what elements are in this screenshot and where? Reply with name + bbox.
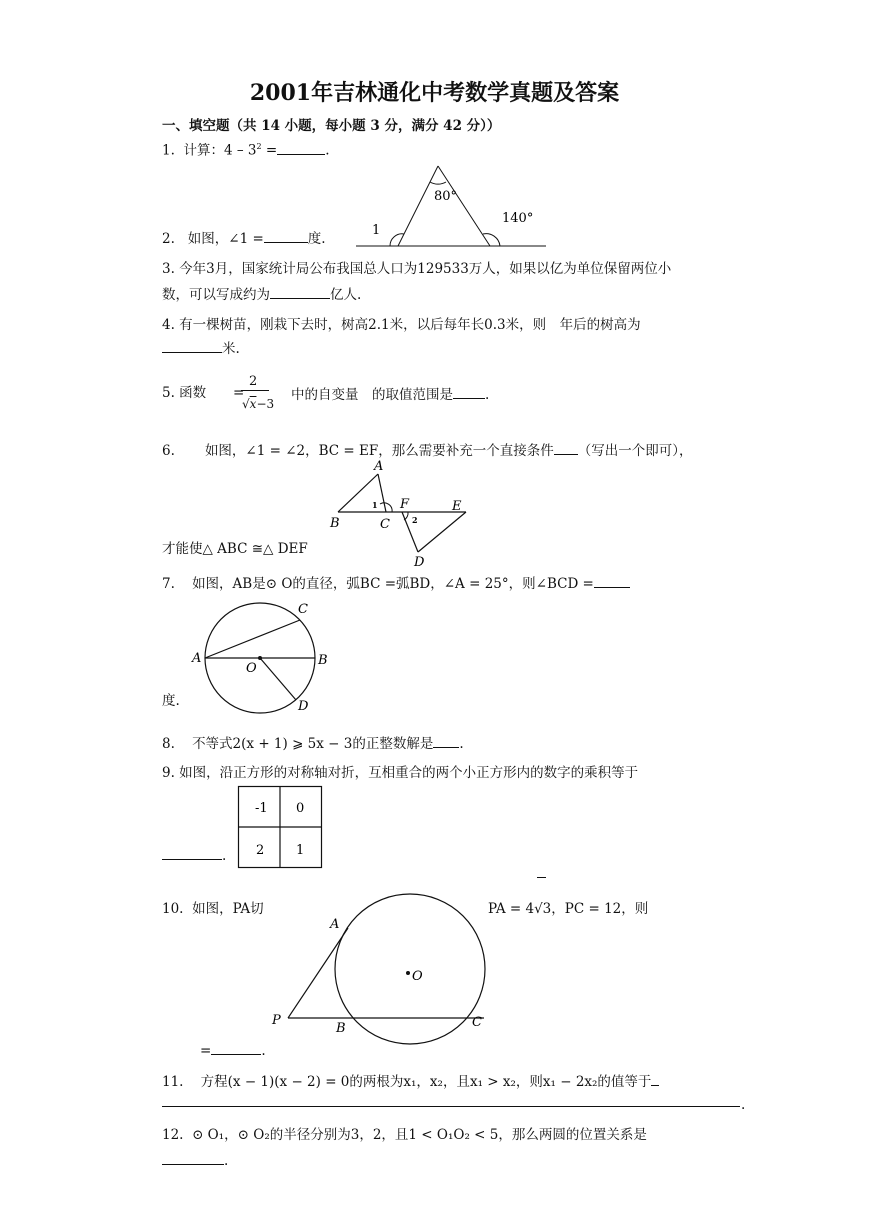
q9-cell-bottom-right: 1 (296, 843, 305, 858)
q7-text: 如图，AB是⊙ O的直径，弧BC =弧BD，∠A = 25°，则∠BCD = (192, 576, 594, 592)
q6-label-angle1: 1 (372, 500, 378, 510)
q6-line-ac (378, 474, 386, 512)
q2-label-1: 1 (372, 223, 381, 238)
q10-tangent-figure (268, 894, 498, 1040)
q5-mid-text: 中的自变量 的取值范围是 (291, 387, 453, 403)
q6-line2: 才能使△ ABC ≅△ DEF (162, 541, 308, 557)
q7-label-b: B (318, 653, 328, 668)
q4-end: 米. (222, 341, 240, 357)
q5-denominator: √x−3 (242, 397, 275, 411)
q6-line-de (418, 512, 466, 552)
q7-label-o: O (246, 661, 257, 676)
q11-number: 11. (162, 1074, 184, 1090)
question-5-text (291, 384, 489, 404)
question-12 (162, 1126, 647, 1144)
q10-center-dot (406, 971, 410, 975)
q7-label-a: A (192, 651, 202, 666)
question-1 (162, 138, 330, 160)
q3-line1: 3. 今年3月，国家统计局公布我国总人口为129533万人，如果以亿为单位保留两位小 (162, 261, 672, 277)
q10-right-text: PA = 4√3，PC = 12，则 (488, 901, 649, 917)
question-8 (162, 733, 464, 753)
q7-center-dot (258, 656, 262, 660)
q2-end: 度. (307, 231, 326, 247)
q2-top-arc (430, 182, 446, 184)
q3-answer-blank[interactable] (270, 284, 330, 299)
question-6 (162, 440, 693, 460)
q11-text: 方程(x − 1)(x − 2) = 0的两根为x₁，x₂，且x₁ > x₂，则x₁ − 2x₂的值等于 (200, 1074, 652, 1090)
question-2 (162, 228, 326, 248)
q12-number: 12. (162, 1127, 184, 1143)
q9-answer-blank[interactable] (162, 845, 222, 860)
q6-triangles-figure (328, 460, 478, 570)
q5-end: . (485, 387, 490, 403)
question-11 (162, 1071, 659, 1091)
q11-answer-blank-start[interactable] (651, 1071, 659, 1086)
q5-numerator: 2 (249, 374, 258, 389)
q2-number: 2. (162, 231, 175, 247)
q6-label-angle2: 2 (412, 515, 418, 525)
q11-answer-line[interactable] (162, 1106, 740, 1107)
q6-label-e: E (452, 499, 462, 514)
q10-label-o: O (412, 969, 423, 984)
q7-chord-ac (205, 620, 300, 658)
q9-cell-bottom-left: 2 (256, 843, 265, 858)
q3-line2-text: 数，可以写成约为 (162, 287, 270, 303)
question-10 (162, 900, 264, 918)
q1-answer-blank[interactable] (277, 140, 325, 155)
q9-cell-top-left: -1 (255, 801, 268, 816)
q9-number-grid (238, 786, 322, 868)
q10-answer-blank[interactable] (211, 1040, 261, 1055)
question-12-line2 (162, 1150, 228, 1170)
q6-label-b: B (330, 516, 340, 531)
q7-answer-blank[interactable] (594, 573, 630, 588)
q6-end: （写出一个即可）， (577, 443, 693, 459)
q6-label-c: C (380, 517, 390, 532)
q9-cell-top-right: 0 (296, 801, 305, 816)
q5-prefix: 5. 函数 (162, 385, 207, 401)
q10-tangent-pa (288, 928, 348, 1018)
q9-text: 9. 如图，沿正方形的对称轴对折，互相重合的两个小正方形内的数字的乘积等于 (162, 765, 639, 781)
q7-label-d: D (298, 699, 309, 714)
q12-end: . (224, 1153, 229, 1169)
q10-label-b: B (336, 1021, 346, 1036)
q5-fraction-bar (241, 390, 269, 391)
q10-label-a: A (330, 917, 340, 932)
q10-label-c: C (472, 1015, 482, 1030)
q2-text: 如图，∠1 = (187, 231, 264, 247)
q6-number: 6. (162, 443, 175, 459)
q2-triangle-figure (350, 160, 550, 252)
q7-label-c: C (298, 602, 308, 617)
q10-label-p: P (272, 1013, 281, 1028)
question-3-line2 (162, 284, 361, 304)
q1-end: . (325, 142, 330, 159)
q1-equals: = (261, 142, 278, 159)
q3-line2-end: 亿人. (330, 287, 362, 303)
question-10-line2 (200, 1040, 266, 1060)
q8-end: . (459, 736, 464, 752)
q5-radicand: x (249, 397, 257, 411)
document-title: 2001年吉林通化中考数学真题及答案 (249, 80, 620, 106)
q10-circle (335, 894, 485, 1044)
q11-end: . (741, 1097, 746, 1113)
q6-label-a: A (374, 459, 384, 474)
q5-denominator-rest: −3 (256, 397, 275, 411)
q1-exponent: 2 (256, 142, 262, 151)
q10-number: 10. (162, 901, 184, 917)
q6-label-f: F (400, 497, 410, 512)
q10-line2-text: = (200, 1043, 212, 1059)
q10-end: . (261, 1043, 266, 1059)
q8-text: 不等式2(x + 1) ⩾ 5x − 3的正整数解是 (192, 736, 434, 752)
q9-end: . (222, 848, 227, 864)
q12-answer-blank[interactable] (162, 1150, 224, 1165)
q7-line-od (260, 658, 296, 700)
q5-answer-blank[interactable] (453, 384, 485, 399)
q10-text: 如图，PA切 (192, 901, 264, 917)
stray-mark (537, 877, 546, 878)
q8-answer-blank[interactable] (433, 733, 459, 748)
q2-left-arc (390, 234, 404, 246)
q2-answer-blank[interactable] (264, 228, 308, 243)
q4-line1: 4. 有一棵树苗，刚栽下去时，树高2.1米，以后每年长0.3米，则 年后的树高为 (162, 317, 641, 333)
q8-number: 8. (162, 736, 175, 752)
question-4-line2 (162, 338, 240, 358)
q7-circle-figure (190, 598, 340, 716)
question-7 (162, 573, 630, 593)
q6-label-d: D (414, 555, 425, 570)
q1-number: 1. (162, 142, 175, 159)
q2-label-80: 80° (434, 189, 458, 204)
question-9-answer (162, 845, 226, 865)
section-heading: 一、填空题（共 14 小题，每小题 3 分，满分 42 分）） (162, 118, 501, 134)
q7-line2: 度. (162, 693, 180, 709)
q12-text: ⊙ O₁，⊙ O₂的半径分别为3，2，且1 < O₁O₂ < 5，那么两圆的位置关系是 (192, 1127, 647, 1143)
q5-equals: = (233, 385, 245, 401)
q6-text: 如图，∠1 = ∠2，BC = EF，那么需要补充一个直接条件 (204, 443, 554, 459)
q7-number: 7. (162, 576, 175, 592)
q2-label-140: 140° (502, 211, 534, 226)
q1-text: 计算：4 – 3 (183, 142, 257, 159)
q4-answer-blank[interactable] (162, 338, 222, 353)
q2-right-side (438, 166, 490, 246)
q6-answer-blank[interactable] (554, 440, 578, 455)
